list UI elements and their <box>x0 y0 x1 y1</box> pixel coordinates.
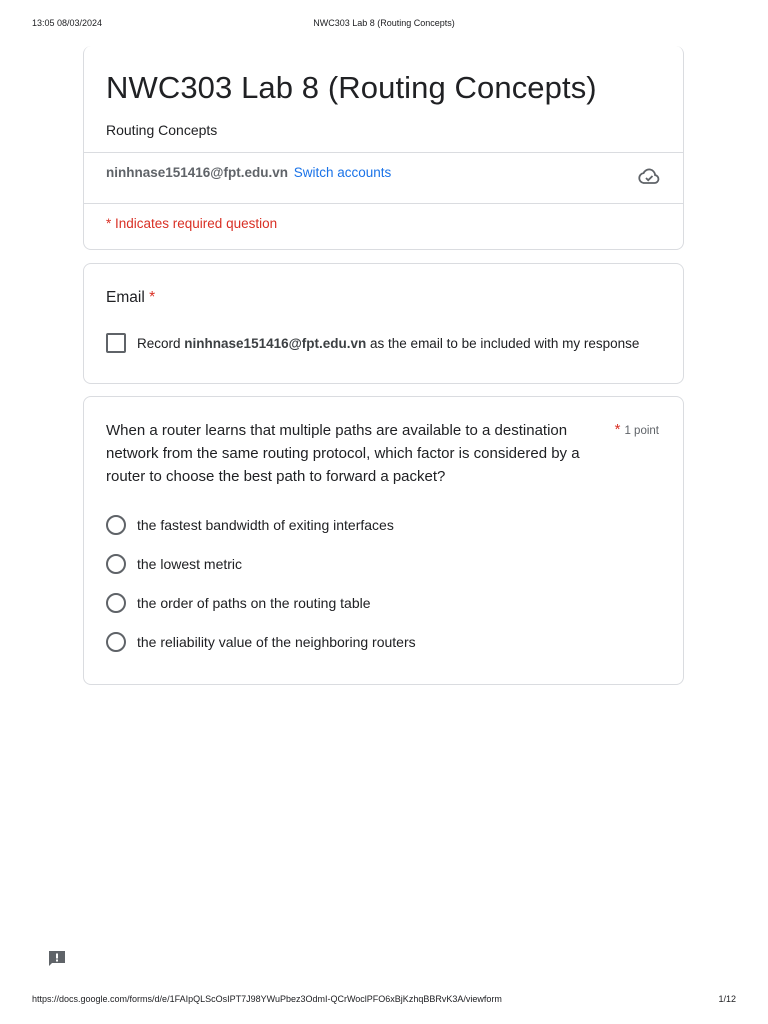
answer-options <box>106 515 416 671</box>
email-question-label <box>106 289 155 307</box>
print-doc-title: NWC303 Lab 8 (Routing Concepts) <box>313 18 455 28</box>
answer-option[interactable] <box>106 554 416 574</box>
account-email: ninhnase151416@fpt.edu.vn <box>106 165 288 180</box>
answer-option[interactable] <box>106 632 416 652</box>
cloud-saved-icon[interactable] <box>637 164 661 188</box>
record-email-address: ninhnase151416@fpt.edu.vn <box>184 335 367 351</box>
record-email-checkbox[interactable] <box>106 333 126 353</box>
email-label-text: Email <box>106 289 145 306</box>
print-url: https://docs.google.com/forms/d/e/1FAIpQLScOsIPT7J98YWuPbez3OdmI-QCrWoclPFO6xBjKzhqBBRvK3A/viewform <box>32 994 502 1004</box>
report-feedback-icon[interactable] <box>47 949 67 969</box>
answer-option[interactable] <box>106 593 416 613</box>
question-card <box>83 396 684 685</box>
print-page-number: 1/12 <box>718 994 736 1004</box>
print-timestamp: 13:05 08/03/2024 <box>32 18 103 28</box>
radio-button[interactable] <box>106 632 126 652</box>
record-prefix: Record <box>137 335 181 351</box>
header-divider <box>84 152 683 153</box>
radio-button[interactable] <box>106 593 126 613</box>
form-header-card <box>83 46 684 250</box>
account-row <box>106 165 391 180</box>
option-label[interactable]: the lowest metric <box>137 556 243 572</box>
radio-button[interactable] <box>106 554 126 574</box>
option-label[interactable]: the order of paths on the routing table <box>137 595 371 611</box>
form-title: NWC303 Lab 8 (Routing Concepts) <box>106 70 597 105</box>
print-header <box>32 18 736 32</box>
option-label[interactable]: the reliability value of the neighboring routers <box>137 634 416 650</box>
email-question-card <box>83 263 684 384</box>
form-description: Routing Concepts <box>106 122 218 138</box>
points-label: 1 point <box>624 425 659 437</box>
account-divider <box>84 203 683 204</box>
radio-button[interactable] <box>106 515 126 535</box>
question-points <box>615 421 659 438</box>
record-suffix: as the email to be included with my response <box>370 335 640 351</box>
record-email-row[interactable] <box>106 333 639 353</box>
option-label[interactable]: the fastest bandwidth of exiting interfaces <box>137 517 394 533</box>
print-footer <box>32 994 736 1008</box>
required-note: * Indicates required question <box>106 216 278 231</box>
record-email-label[interactable] <box>137 336 639 351</box>
required-asterisk: * <box>614 421 621 438</box>
question-text: When a router learns that multiple paths are available to a destination network from the same routing protocol, which factor is considered by a router to choose the best path to forward a packet? <box>106 422 580 485</box>
switch-accounts-link[interactable]: Switch accounts <box>293 165 392 180</box>
answer-option[interactable] <box>106 515 416 535</box>
required-asterisk: * <box>149 289 156 306</box>
